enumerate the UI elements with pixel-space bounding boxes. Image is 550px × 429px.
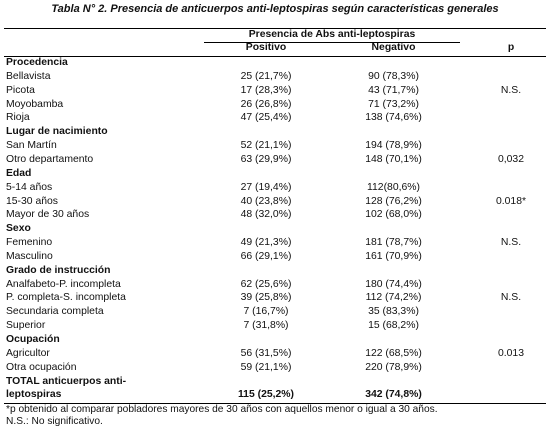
- row-label: Analfabeto-P. incompleta: [6, 278, 121, 290]
- table-row: [4, 319, 546, 333]
- section-label: Ocupación: [6, 334, 60, 345]
- cell-negativo: 112 (74,2%): [365, 292, 422, 304]
- cell-p-value: 0.018*: [495, 195, 527, 207]
- cell-p-value: N.S.: [500, 292, 522, 304]
- header-negativo: Negativo: [371, 42, 416, 53]
- header-positivo: Positivo: [245, 42, 287, 53]
- cell-negativo: 71 (73,2%): [368, 98, 419, 110]
- row-label: Rioja: [6, 112, 30, 124]
- table-row: [4, 70, 546, 84]
- table-row: [4, 98, 546, 112]
- cell-positivo: 17 (28,3%): [240, 84, 292, 96]
- cell-p-value: [460, 98, 546, 112]
- total-label-line2: leptospiras: [6, 389, 62, 401]
- footnote-ns: N.S.: No significativo.: [6, 416, 103, 428]
- row-label: Picota: [6, 84, 35, 96]
- table-row: [4, 236, 546, 250]
- cell-p-value: [460, 111, 546, 125]
- cell-negativo: 220 (78,9%): [365, 361, 422, 373]
- cell-p-value: [460, 305, 546, 319]
- cell-negativo: 128 (76,2%): [365, 195, 422, 207]
- cell-p-value: 0.013: [497, 347, 524, 359]
- cell-negativo: 15 (68,2%): [368, 320, 419, 332]
- header-group-row: [4, 28, 546, 42]
- section-label: Sexo: [6, 223, 31, 235]
- table-row: [4, 278, 546, 292]
- cell-positivo: 47 (25,4%): [240, 112, 292, 124]
- section-row: [4, 222, 546, 236]
- cell-p-value: [460, 139, 546, 153]
- cell-negativo: 148 (70,1%): [365, 153, 422, 165]
- header-row: [4, 41, 546, 55]
- table-title: Tabla N° 2. Presencia de anticuerpos anti-leptospiras según características generales: [51, 3, 499, 15]
- total-label-line1: TOTAL anticuerpos anti-: [6, 375, 127, 387]
- cell-positivo: 66 (29,1%): [240, 250, 292, 262]
- cell-negativo: 35 (83,3%): [368, 306, 419, 318]
- cell-positivo: 26 (26,8%): [240, 98, 292, 110]
- cell-p-value: [460, 250, 546, 264]
- section-row: [4, 56, 546, 70]
- cell-negativo: 43 (71,7%): [368, 84, 419, 96]
- row-label: San Martín: [6, 140, 57, 152]
- row-label: Otro departamento: [6, 153, 94, 165]
- cell-p-value: [460, 70, 546, 84]
- row-label: Secundaria completa: [6, 306, 104, 318]
- row-label: Moyobamba: [6, 98, 64, 110]
- table-row: [4, 139, 546, 153]
- cell-p-value: 0,032: [497, 153, 524, 165]
- cell-positivo: 52 (21,1%): [240, 140, 292, 152]
- table-row: [4, 305, 546, 319]
- total-negativo: 342 (74,8%): [365, 389, 422, 401]
- cell-negativo: 161 (70,9%): [365, 250, 422, 262]
- table-row: [4, 195, 546, 209]
- section-label: Edad: [6, 167, 32, 179]
- table-row: [4, 347, 546, 361]
- table-row: [4, 250, 546, 264]
- cell-positivo: 59 (21,1%): [240, 361, 292, 373]
- cell-positivo: 7 (16,7%): [243, 306, 289, 318]
- cell-negativo: 90 (78,3%): [368, 70, 419, 82]
- cell-positivo: 49 (21,3%): [240, 237, 292, 249]
- cell-positivo: 25 (21,7%): [240, 70, 292, 82]
- header-p: p: [507, 42, 515, 53]
- cell-negativo: 102 (68,0%): [365, 209, 422, 221]
- cell-positivo: 40 (23,8%): [240, 195, 292, 207]
- row-label: P. completa-S. incompleta: [6, 292, 126, 304]
- section-row: [4, 264, 546, 278]
- section-label: Grado de instrucción: [6, 264, 111, 276]
- cell-positivo: 48 (32,0%): [240, 209, 292, 221]
- section-row: [4, 333, 546, 347]
- cell-positivo: 63 (29,9%): [240, 153, 292, 165]
- table-row: [4, 361, 546, 375]
- total-row-values: [4, 388, 546, 402]
- cell-p-value: [460, 181, 546, 195]
- section-label: Procedencia: [6, 57, 68, 68]
- cell-negativo: 112(80,6%): [367, 181, 420, 193]
- cell-positivo: 7 (31,8%): [243, 320, 289, 332]
- row-label: 15-30 años: [6, 195, 58, 207]
- cell-p-value: [460, 208, 546, 222]
- table-row: [4, 153, 546, 167]
- total-row: [4, 375, 546, 389]
- cell-negativo: 138 (74,6%): [365, 112, 422, 124]
- table-row: [4, 111, 546, 125]
- section-row: [4, 125, 546, 139]
- row-label: 5-14 años: [6, 181, 53, 193]
- row-label: Masculino: [6, 250, 53, 262]
- cell-negativo: 194 (78,9%): [365, 140, 422, 152]
- section-label: Lugar de nacimiento: [6, 126, 108, 138]
- footnote-significance: *p obtenido al comparar pobladores mayores de 30 años con aquellos menor o igual a 30 años.: [6, 403, 438, 415]
- cell-p-value: N.S.: [500, 237, 522, 249]
- cell-p-value: [460, 361, 546, 375]
- section-row: [4, 167, 546, 181]
- header-group: Presencia de Abs anti-leptospiras: [248, 29, 416, 40]
- row-label: Otra ocupación: [6, 361, 77, 373]
- row-label: Femenino: [6, 237, 53, 249]
- table-row: [4, 208, 546, 222]
- cell-positivo: 39 (25,8%): [240, 292, 292, 304]
- total-positivo: 115 (25,2%): [237, 389, 295, 401]
- cell-negativo: 180 (74,4%): [365, 278, 422, 290]
- cell-negativo: 181 (78,7%): [365, 237, 422, 249]
- table-row: [4, 181, 546, 195]
- row-label: Agricultor: [6, 347, 50, 359]
- row-label: Superior: [6, 320, 46, 332]
- cell-p-value: [460, 319, 546, 333]
- table-row: [4, 84, 546, 98]
- row-label: Bellavista: [6, 70, 51, 82]
- table-row: [4, 291, 546, 305]
- cell-positivo: 56 (31,5%): [240, 347, 292, 359]
- cell-negativo: 122 (68,5%): [365, 347, 422, 359]
- cell-positivo: 62 (25,6%): [240, 278, 292, 290]
- cell-p-value: [460, 278, 546, 292]
- row-label: Mayor de 30 años: [6, 209, 90, 221]
- cell-p-value: N.S.: [500, 84, 522, 96]
- cell-positivo: 27 (19,4%): [240, 181, 292, 193]
